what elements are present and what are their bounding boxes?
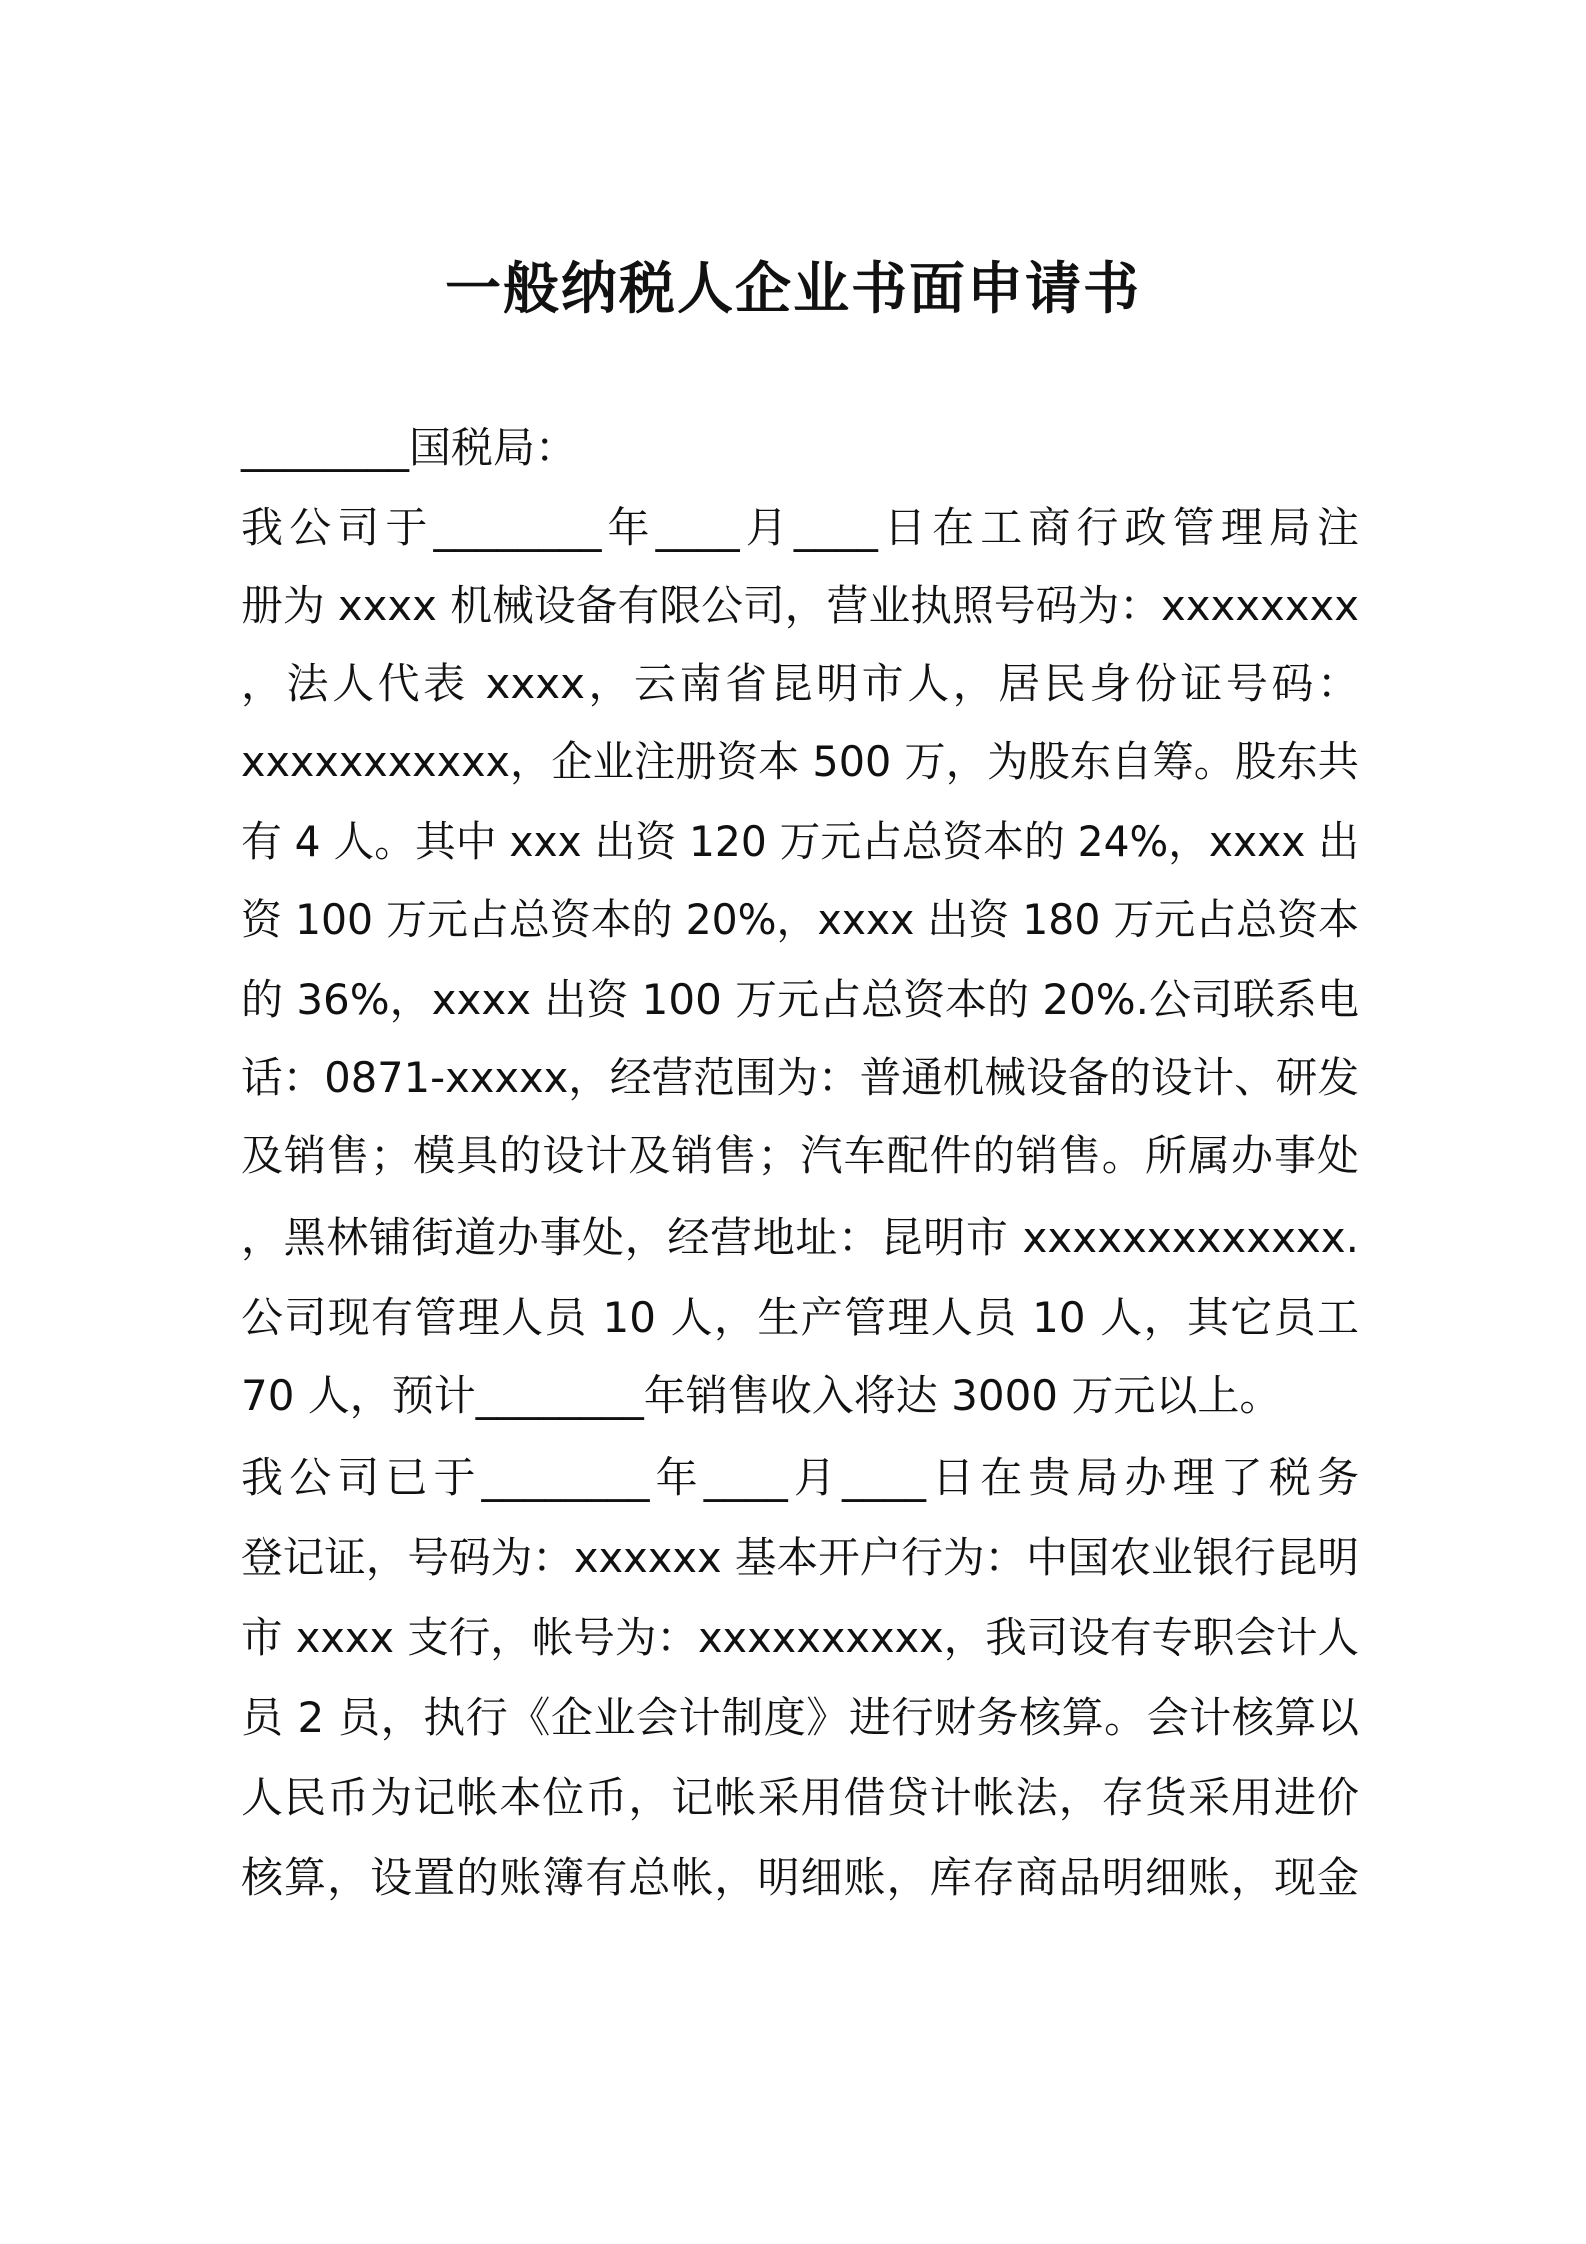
addressee-line: ________国税局： [241, 423, 578, 472]
body-line-1: 我公司于________年____月____日在工商行政管理局注 [241, 503, 1359, 552]
body-line-9: 及销售；模具的设计及销售；汽车配件的销售。所属办事处 [241, 1131, 1359, 1180]
body-line-7: 的 36%，xxxx 出资 100 万元占总资本的 20%.公司联系电 [241, 975, 1359, 1024]
document-title: 一般纳税人企业书面申请书 [445, 257, 1141, 322]
body-line-18: 核算，设置的账簿有总帐，明细账，库存商品明细账，现金 [241, 1853, 1359, 1902]
body-line-14: 登记证，号码为：xxxxxx 基本开户行为：中国农业银行昆明 [241, 1533, 1360, 1582]
body-line-13: 我公司已于________年____月____日在贵局办理了税务 [241, 1453, 1359, 1502]
body-line-16: 员 2 员，执行《企业会计制度》进行财务核算。会计核算以 [241, 1693, 1359, 1742]
body-line-17: 人民币为记帐本位币，记帐采用借贷计帐法，存货采用进价 [241, 1773, 1359, 1822]
body-line-3: ，法人代表 xxxx，云南省昆明市人，居民身份证号码： [241, 659, 1359, 708]
body-line-11: 公司现有管理人员 10 人，生产管理人员 10 人，其它员工 [241, 1293, 1359, 1342]
body-line-12: 70 人，预计________年销售收入将达 3000 万元以上。 [241, 1371, 1282, 1420]
body-line-15: 市 xxxx 支行，帐号为：xxxxxxxxxx，我司设有专职会计人 [241, 1613, 1360, 1662]
body-line-8: 话：0871-xxxxx，经营范围为：普通机械设备的设计、研发 [241, 1053, 1359, 1102]
body-line-5: 有 4 人。其中 xxx 出资 120 万元占总资本的 24%，xxxx 出 [241, 817, 1359, 866]
body-line-10: ，黑林铺街道办事处，经营地址：昆明市 xxxxxxxxxxxxx. [241, 1213, 1359, 1262]
body-line-2: 册为 xxxx 机械设备有限公司，营业执照号码为：xxxxxxxx [241, 581, 1360, 630]
body-line-6: 资 100 万元占总资本的 20%，xxxx 出资 180 万元占总资本 [241, 895, 1359, 944]
body-line-4: xxxxxxxxxxx，企业注册资本 500 万，为股东自筹。股东共 [241, 737, 1359, 786]
